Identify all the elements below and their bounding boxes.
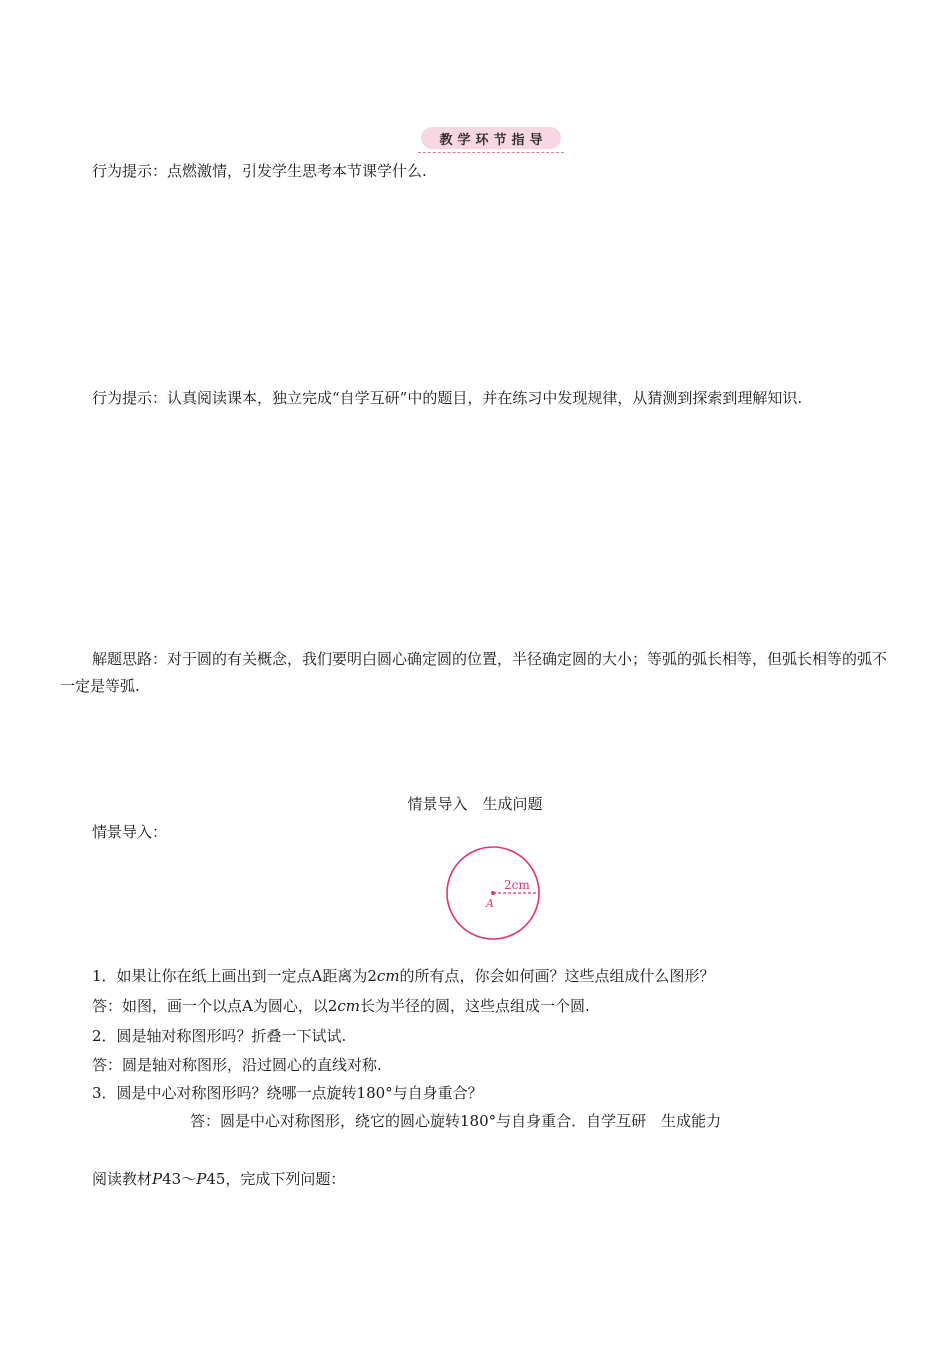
reading-n2: 45: [206, 1170, 226, 1188]
question-1: [92, 966, 715, 986]
reading-sep: ～: [181, 1170, 197, 1188]
banner-underline: [418, 152, 564, 153]
reading-p1: P: [152, 1170, 163, 1188]
reading-post: ，完成下列问题：: [225, 1170, 346, 1188]
answer-1-pre: 答：如图，画一个以点A为圆心，以2: [92, 997, 338, 1015]
question-2: 2．圆是轴对称图形吗？折叠一下试试.: [92, 1027, 347, 1045]
tip-paragraph-2: 行为提示：认真阅读课本，独立完成“自学互研”中的题目，并在练习中发现规律，从猜测到探索到理解知识.: [92, 389, 803, 407]
intro-label: 情景导入：: [92, 823, 168, 841]
answer-1-post: 长为半径的圆，这些点组成一个圆.: [360, 997, 590, 1015]
tip-paragraph-1: 行为提示：点燃激情，引发学生思考本节课学什么.: [92, 162, 427, 180]
reading-p2: P: [196, 1170, 207, 1188]
answer-3: 答：圆是中心对称图形，绕它的圆心旋转180°与自身重合．自学互研 生成能力: [190, 1112, 722, 1130]
answer-1-unit: cm: [337, 997, 361, 1015]
reading-n1: 43: [162, 1170, 182, 1188]
center-point: [491, 891, 495, 895]
radius-label: 2cm: [504, 878, 530, 892]
section-banner: [418, 124, 564, 154]
point-label: A: [486, 897, 494, 910]
answer-1: [92, 996, 590, 1016]
banner-pill: [421, 127, 561, 149]
banner-title: 教学环节指导: [439, 132, 548, 148]
question-3: 3．圆是中心对称图形吗？绕哪一点旋转180°与自身重合？: [92, 1084, 483, 1102]
question-1-post: 的所有点，你会如何画？这些点组成什么图形？: [399, 967, 715, 985]
answer-2: 答：圆是轴对称图形，沿过圆心的直线对称.: [92, 1056, 382, 1074]
question-1-pre: 1．如果让你在纸上画出到一定点A距离为2: [92, 967, 377, 985]
reading-instruction: [92, 1169, 345, 1189]
reading-pre: 阅读教材: [92, 1170, 153, 1188]
circle-figure: [444, 844, 542, 942]
section-title: 情景导入 生成问题: [407, 795, 543, 813]
tip-paragraph-3: 解题思路：对于圆的有关概念，我们要明白圆心确定圆的位置，半径确定圆的大小；等弧的弧长相等，但弧长相等的弧不一定是等弧.: [60, 650, 888, 695]
question-1-unit: cm: [376, 967, 400, 985]
